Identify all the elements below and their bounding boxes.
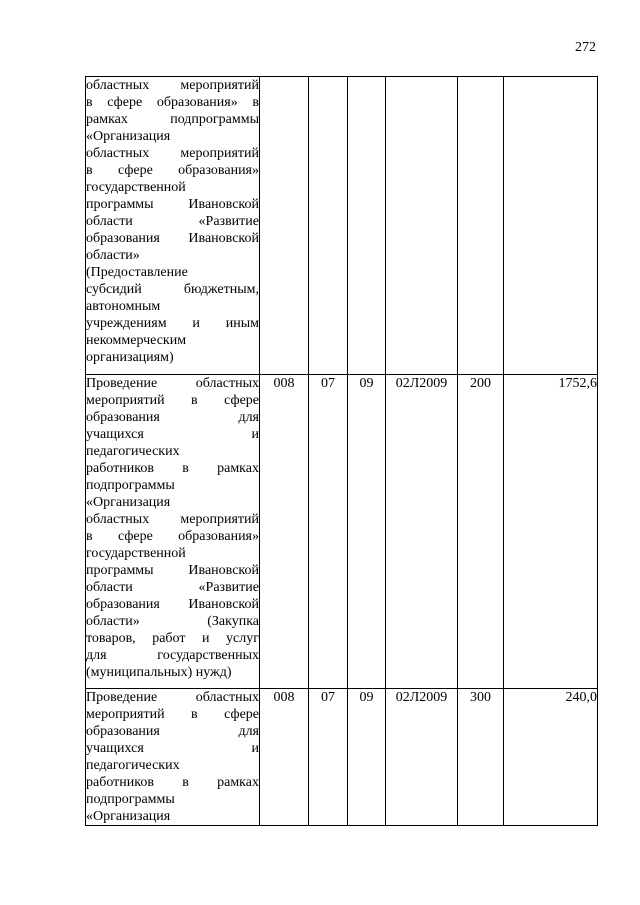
description-cell bbox=[86, 689, 260, 826]
description-line: образования для bbox=[86, 410, 259, 425]
section-code-cell bbox=[309, 77, 348, 375]
description-line: рамках подпрограммы bbox=[86, 112, 259, 127]
description-line: (муниципальных) нужд) bbox=[86, 665, 232, 680]
description-line: организациям) bbox=[86, 350, 174, 365]
description-line: в сфере образования» в bbox=[86, 95, 259, 110]
target-article-cell: 02Л2009 bbox=[386, 375, 458, 689]
ministry-code-cell bbox=[260, 77, 309, 375]
subsection-code-cell: 09 bbox=[348, 689, 386, 826]
budget-table bbox=[85, 76, 598, 826]
description-line: программы Ивановской bbox=[86, 197, 259, 212]
description-line: государственной bbox=[86, 546, 186, 561]
target-article-cell: 02Л2009 bbox=[386, 689, 458, 826]
section-code-cell: 07 bbox=[309, 689, 348, 826]
description-cell bbox=[86, 77, 260, 375]
amount-cell: 1752,6 bbox=[504, 375, 598, 689]
description-line: области» bbox=[86, 248, 140, 263]
description-line: подпрограммы bbox=[86, 792, 175, 807]
description-line: «Организация bbox=[86, 809, 171, 824]
description-line: (Предоставление bbox=[86, 265, 188, 280]
description-line: субсидий бюджетным, bbox=[86, 282, 259, 297]
description-line: товаров, работ и услуг bbox=[86, 631, 259, 646]
description-line: областных мероприятий bbox=[86, 512, 259, 527]
description-line: областных мероприятий bbox=[86, 78, 259, 93]
ministry-code-cell: 008 bbox=[260, 375, 309, 689]
page-number: 272 bbox=[575, 40, 596, 55]
description-line: области «Развитие bbox=[86, 580, 259, 595]
description-line: для государственных bbox=[86, 648, 259, 663]
description-cell bbox=[86, 375, 260, 689]
table-row bbox=[86, 689, 598, 826]
description-line: педагогических bbox=[86, 758, 180, 773]
description-line: программы Ивановской bbox=[86, 563, 259, 578]
description-line: учащихся и bbox=[86, 741, 259, 756]
description-line: в сфере образования» bbox=[86, 529, 259, 544]
description-line: «Организация bbox=[86, 129, 171, 144]
description-line: Проведение областных bbox=[86, 376, 259, 391]
description-line: «Организация bbox=[86, 495, 171, 510]
description-line: в сфере образования» bbox=[86, 163, 259, 178]
description-line: педагогических bbox=[86, 444, 180, 459]
amount-cell bbox=[504, 77, 598, 375]
target-article-cell bbox=[386, 77, 458, 375]
description-line: подпрограммы bbox=[86, 478, 175, 493]
section-code-cell: 07 bbox=[309, 375, 348, 689]
description-line: учащихся и bbox=[86, 427, 259, 442]
expense-type-cell: 200 bbox=[458, 375, 504, 689]
description-line: работников в рамках bbox=[86, 775, 259, 790]
table-row bbox=[86, 77, 598, 375]
subsection-code-cell: 09 bbox=[348, 375, 386, 689]
description-line: Проведение областных bbox=[86, 690, 259, 705]
description-line: области» (Закупка bbox=[86, 614, 259, 629]
description-line: образования Ивановской bbox=[86, 597, 259, 612]
amount-cell: 240,0 bbox=[504, 689, 598, 826]
expense-type-cell: 300 bbox=[458, 689, 504, 826]
expense-type-cell bbox=[458, 77, 504, 375]
ministry-code-cell: 008 bbox=[260, 689, 309, 826]
description-line: образования для bbox=[86, 724, 259, 739]
description-line: областных мероприятий bbox=[86, 146, 259, 161]
description-line: учреждениям и иным bbox=[86, 316, 259, 331]
description-line: области «Развитие bbox=[86, 214, 259, 229]
description-line: образования Ивановской bbox=[86, 231, 259, 246]
table-row bbox=[86, 375, 598, 689]
description-line: работников в рамках bbox=[86, 461, 259, 476]
description-line: государственной bbox=[86, 180, 186, 195]
description-line: мероприятий в сфере bbox=[86, 393, 259, 408]
description-line: некоммерческим bbox=[86, 333, 187, 348]
subsection-code-cell bbox=[348, 77, 386, 375]
description-line: мероприятий в сфере bbox=[86, 707, 259, 722]
description-line: автономным bbox=[86, 299, 161, 314]
